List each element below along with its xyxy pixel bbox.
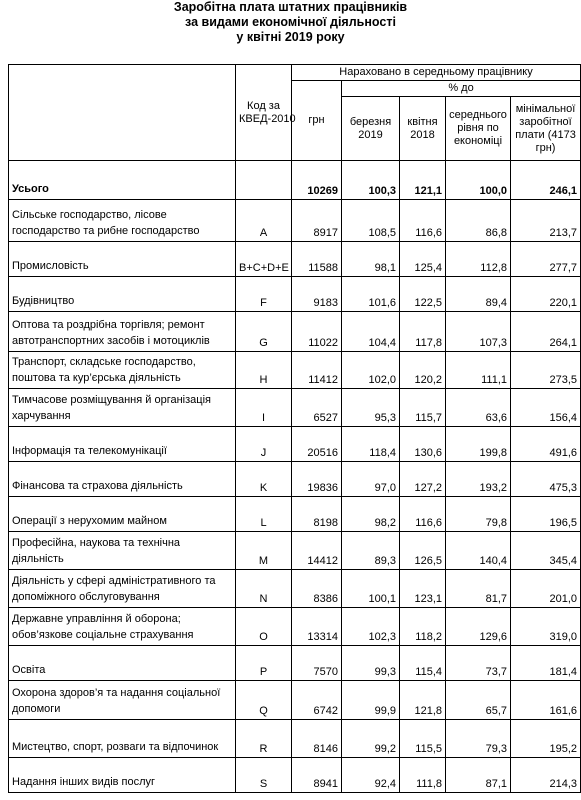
kved-code: Q xyxy=(236,681,292,720)
pct-minimum-wage: 213,7 xyxy=(511,200,581,242)
table-row xyxy=(9,758,581,793)
kved-code: M xyxy=(236,532,292,570)
kved-code xyxy=(236,161,292,200)
pct-april-2018: 117,8 xyxy=(400,312,446,352)
activity-name: Фінансова та страхова діяльність xyxy=(9,462,236,497)
activity-name: Оптова та роздрібна торгівля; ремонт автотранспортних засобів і мотоциклів xyxy=(9,312,236,352)
kved-code: K xyxy=(236,462,292,497)
pct-minimum-wage: 319,0 xyxy=(511,608,581,646)
kved-code: F xyxy=(236,277,292,312)
pct-march-2019: 99,9 xyxy=(342,681,400,720)
activity-name: Промисловість xyxy=(9,242,236,277)
kved-code: B+C+D+E xyxy=(236,242,292,277)
header-code: Код за КВЕД-2010 xyxy=(236,65,292,161)
activity-name: Операції з нерухомим майном xyxy=(9,497,236,532)
pct-economy-average: 81,7 xyxy=(446,570,511,608)
pct-minimum-wage: 220,1 xyxy=(511,277,581,312)
table-row xyxy=(9,427,581,462)
salary-uah: 8386 xyxy=(292,570,342,608)
salary-uah: 20516 xyxy=(292,427,342,462)
salary-uah: 6742 xyxy=(292,681,342,720)
pct-march-2019: 102,3 xyxy=(342,608,400,646)
pct-minimum-wage: 156,4 xyxy=(511,389,581,427)
kved-code: J xyxy=(236,427,292,462)
pct-april-2018: 121,1 xyxy=(400,161,446,200)
header-economy-average: середнього рівня по економіці xyxy=(446,97,511,161)
salary-uah: 14412 xyxy=(292,532,342,570)
table-row xyxy=(9,570,581,608)
kved-code: G xyxy=(236,312,292,352)
pct-economy-average: 63,6 xyxy=(446,389,511,427)
kved-code: S xyxy=(236,758,292,793)
pct-minimum-wage: 161,6 xyxy=(511,681,581,720)
header-accrued: Нараховано в середньому працівнику xyxy=(292,65,581,81)
table-row xyxy=(9,497,581,532)
salary-uah: 6527 xyxy=(292,389,342,427)
pct-april-2018: 122,5 xyxy=(400,277,446,312)
pct-economy-average: 129,6 xyxy=(446,608,511,646)
table-row xyxy=(9,352,581,389)
kved-code: P xyxy=(236,646,292,681)
pct-minimum-wage: 201,0 xyxy=(511,570,581,608)
page-title xyxy=(0,0,581,45)
pct-economy-average: 111,1 xyxy=(446,352,511,389)
pct-minimum-wage: 491,6 xyxy=(511,427,581,462)
kved-code: O xyxy=(236,608,292,646)
pct-march-2019: 101,6 xyxy=(342,277,400,312)
salary-uah: 11412 xyxy=(292,352,342,389)
salary-uah: 8941 xyxy=(292,758,342,793)
pct-march-2019: 98,2 xyxy=(342,497,400,532)
pct-economy-average: 199,8 xyxy=(446,427,511,462)
pct-april-2018: 121,8 xyxy=(400,681,446,720)
activity-name: Інформація та телекомунікації xyxy=(9,427,236,462)
pct-minimum-wage: 246,1 xyxy=(511,161,581,200)
pct-april-2018: 126,5 xyxy=(400,532,446,570)
table-row xyxy=(9,720,581,758)
pct-economy-average: 86,8 xyxy=(446,200,511,242)
kved-code: I xyxy=(236,389,292,427)
activity-name: Надання інших видів послуг xyxy=(9,758,236,793)
pct-minimum-wage: 345,4 xyxy=(511,532,581,570)
pct-minimum-wage: 273,5 xyxy=(511,352,581,389)
kved-code: R xyxy=(236,720,292,758)
pct-april-2018: 123,1 xyxy=(400,570,446,608)
pct-economy-average: 112,8 xyxy=(446,242,511,277)
salary-uah: 11022 xyxy=(292,312,342,352)
salary-uah: 8198 xyxy=(292,497,342,532)
salary-uah: 13314 xyxy=(292,608,342,646)
pct-april-2018: 115,7 xyxy=(400,389,446,427)
pct-economy-average: 87,1 xyxy=(446,758,511,793)
pct-april-2018: 116,6 xyxy=(400,200,446,242)
salary-uah: 10269 xyxy=(292,161,342,200)
title-line-2: за видами економічної діяльності xyxy=(185,15,396,29)
salary-uah: 9183 xyxy=(292,277,342,312)
activity-name: Будівництво xyxy=(9,277,236,312)
table-row xyxy=(9,200,581,242)
table-row xyxy=(9,646,581,681)
pct-economy-average: 89,4 xyxy=(446,277,511,312)
header-march-2019: березня 2019 xyxy=(342,97,400,161)
kved-code: H xyxy=(236,352,292,389)
pct-economy-average: 73,7 xyxy=(446,646,511,681)
pct-minimum-wage: 475,3 xyxy=(511,462,581,497)
pct-march-2019: 95,3 xyxy=(342,389,400,427)
activity-name: Тимчасове розміщування й організація харчування xyxy=(9,389,236,427)
activity-name: Сільське господарство, лісове господарство та рибне господарство xyxy=(9,200,236,242)
table-row xyxy=(9,462,581,497)
header-activity xyxy=(9,65,236,161)
title-line-1: Заробітна плата штатних працівників xyxy=(173,0,408,14)
salary-uah: 11588 xyxy=(292,242,342,277)
table-row xyxy=(9,242,581,277)
salary-uah: 7570 xyxy=(292,646,342,681)
activity-name: Усього xyxy=(9,161,236,200)
activity-name: Діяльність у сфері адміністративного та допоміжного обслуговування xyxy=(9,570,236,608)
pct-april-2018: 116,6 xyxy=(400,497,446,532)
pct-economy-average: 79,3 xyxy=(446,720,511,758)
pct-march-2019: 100,3 xyxy=(342,161,400,200)
kved-code: L xyxy=(236,497,292,532)
activity-name: Транспорт, складське господарство, поштова та кур’єрська діяльність xyxy=(9,352,236,389)
pct-march-2019: 98,1 xyxy=(342,242,400,277)
table-row xyxy=(9,389,581,427)
pct-minimum-wage: 214,3 xyxy=(511,758,581,793)
pct-march-2019: 108,5 xyxy=(342,200,400,242)
pct-march-2019: 104,4 xyxy=(342,312,400,352)
pct-economy-average: 193,2 xyxy=(446,462,511,497)
pct-minimum-wage: 181,4 xyxy=(511,646,581,681)
pct-march-2019: 99,3 xyxy=(342,646,400,681)
salary-table xyxy=(8,64,581,793)
pct-april-2018: 111,8 xyxy=(400,758,446,793)
salary-uah: 8917 xyxy=(292,200,342,242)
activity-name: Освіта xyxy=(9,646,236,681)
table-row xyxy=(9,277,581,312)
pct-economy-average: 100,0 xyxy=(446,161,511,200)
pct-april-2018: 118,2 xyxy=(400,608,446,646)
pct-april-2018: 115,5 xyxy=(400,720,446,758)
kved-code: A xyxy=(236,200,292,242)
table-row xyxy=(9,681,581,720)
pct-april-2018: 130,6 xyxy=(400,427,446,462)
pct-march-2019: 102,0 xyxy=(342,352,400,389)
kved-code: N xyxy=(236,570,292,608)
pct-march-2019: 99,2 xyxy=(342,720,400,758)
total-row xyxy=(9,161,581,200)
table-row xyxy=(9,312,581,352)
title-line-3: у квітні 2019 року xyxy=(236,30,345,44)
pct-april-2018: 120,2 xyxy=(400,352,446,389)
header-pct-to: % до xyxy=(342,81,581,97)
salary-uah: 19836 xyxy=(292,462,342,497)
pct-economy-average: 79,8 xyxy=(446,497,511,532)
pct-april-2018: 127,2 xyxy=(400,462,446,497)
pct-march-2019: 100,1 xyxy=(342,570,400,608)
pct-march-2019: 92,4 xyxy=(342,758,400,793)
header-minimum-wage: мінімальної заробітної плати (4173 грн) xyxy=(511,97,581,161)
pct-march-2019: 118,4 xyxy=(342,427,400,462)
pct-minimum-wage: 277,7 xyxy=(511,242,581,277)
activity-name: Охорона здоров’я та надання соціальної допомоги xyxy=(9,681,236,720)
pct-march-2019: 89,3 xyxy=(342,532,400,570)
header-april-2018: квітня 2018 xyxy=(400,97,446,161)
pct-economy-average: 107,3 xyxy=(446,312,511,352)
table-row xyxy=(9,608,581,646)
salary-uah: 8146 xyxy=(292,720,342,758)
pct-minimum-wage: 264,1 xyxy=(511,312,581,352)
pct-economy-average: 65,7 xyxy=(446,681,511,720)
activity-name: Професійна, наукова та технічна діяльність xyxy=(9,532,236,570)
header-uah: грн xyxy=(292,81,342,161)
pct-april-2018: 125,4 xyxy=(400,242,446,277)
table-row xyxy=(9,532,581,570)
pct-economy-average: 140,4 xyxy=(446,532,511,570)
pct-minimum-wage: 196,5 xyxy=(511,497,581,532)
pct-minimum-wage: 195,2 xyxy=(511,720,581,758)
pct-april-2018: 115,4 xyxy=(400,646,446,681)
pct-march-2019: 97,0 xyxy=(342,462,400,497)
activity-name: Мистецтво, спорт, розваги та відпочинок xyxy=(9,720,236,758)
activity-name: Державне управління й оборона; обов’язкове соціальне страхування xyxy=(9,608,236,646)
